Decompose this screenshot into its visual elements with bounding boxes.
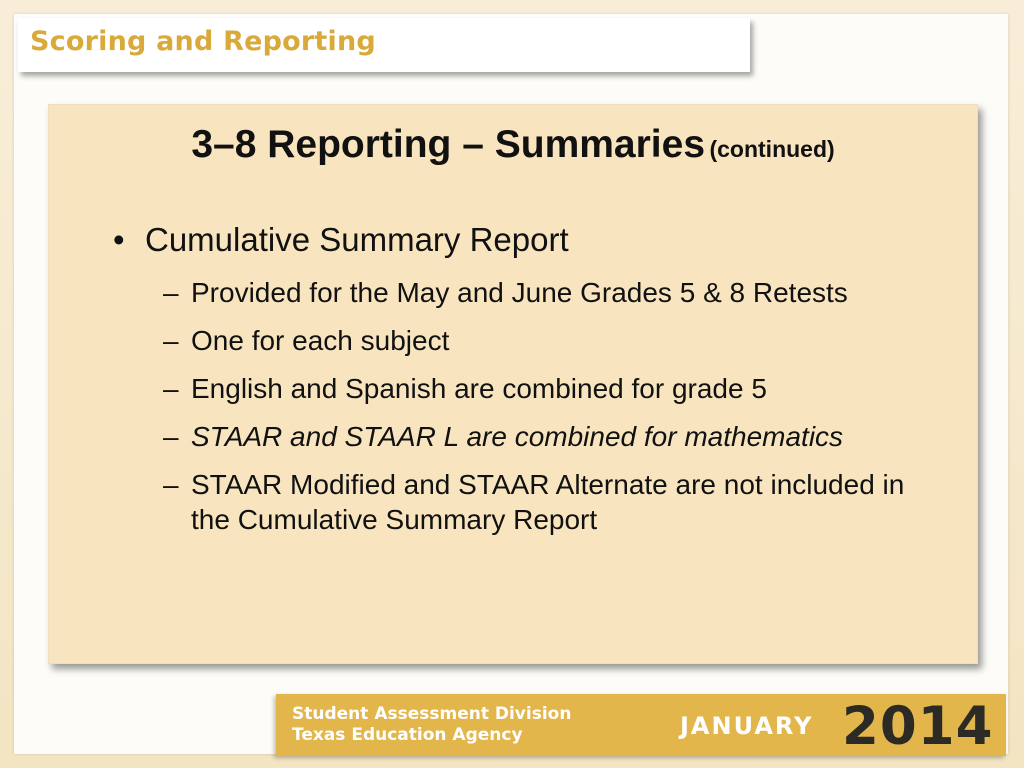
slide-title-suffix: (continued) xyxy=(709,136,835,162)
sub-bullet-text: English and Spanish are combined for grade 5 xyxy=(191,373,767,404)
sub-bullet-marker: – xyxy=(163,325,179,356)
sub-bullet-item xyxy=(163,467,923,537)
sub-bullet-item xyxy=(163,275,923,310)
sub-bullet-text: One for each subject xyxy=(191,325,450,356)
slide-title-main: 3–8 Reporting – Summaries xyxy=(191,123,706,166)
footer-agency: Texas Education Agency xyxy=(292,725,523,745)
footer-banner xyxy=(276,694,1006,756)
sub-bullet-list xyxy=(163,275,943,537)
footer-month: JANUARY xyxy=(680,712,814,740)
sub-bullet-text: Provided for the May and June Grades 5 & 8 Retests xyxy=(191,277,848,308)
bullet-list xyxy=(113,219,943,550)
section-header-tab xyxy=(18,18,750,72)
footer-year: 2014 xyxy=(842,696,994,757)
sub-bullet-marker: – xyxy=(163,469,179,500)
sub-bullet-item xyxy=(163,323,923,358)
content-panel xyxy=(48,104,978,664)
bullet-item xyxy=(113,219,943,261)
footer-division: Student Assessment Division xyxy=(292,704,572,724)
sub-bullet-marker: – xyxy=(163,277,179,308)
section-title: Scoring and Reporting xyxy=(30,26,376,57)
footer-organization xyxy=(292,704,571,746)
sub-bullet-marker: – xyxy=(163,373,179,404)
sub-bullet-text: STAAR Modified and STAAR Alternate are not included in the Cumulative Summary Report xyxy=(191,469,905,535)
bullet-marker: • xyxy=(113,221,125,258)
sub-bullet-text: STAAR and STAAR L are combined for mathematics xyxy=(191,421,844,452)
bullet-text: Cumulative Summary Report xyxy=(145,221,569,258)
sub-bullet-item xyxy=(163,419,923,454)
slide-title xyxy=(49,123,977,167)
sub-bullet-marker: – xyxy=(163,421,179,452)
sub-bullet-item xyxy=(163,371,923,406)
